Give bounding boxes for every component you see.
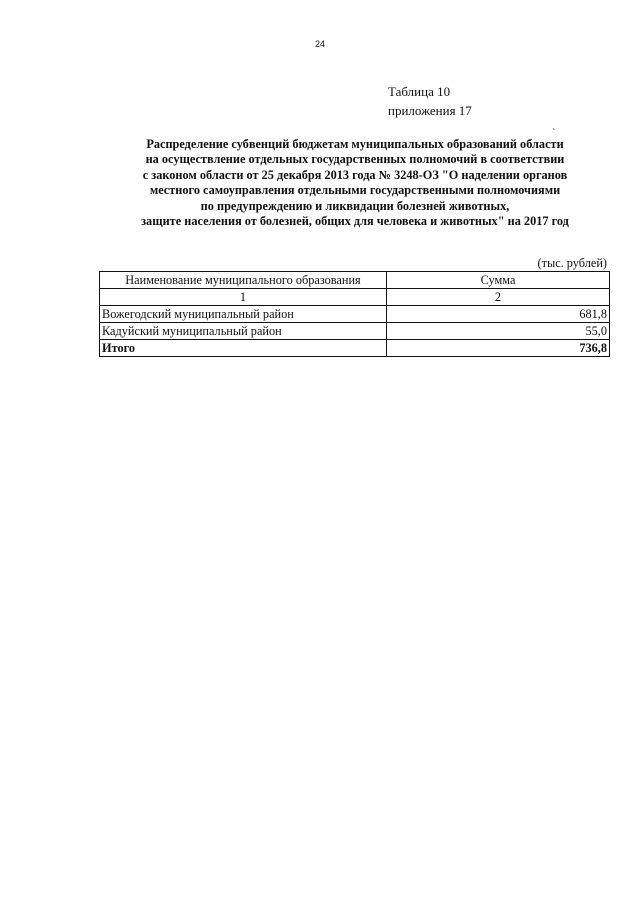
header-sum: Сумма bbox=[387, 272, 610, 289]
column-number-row bbox=[100, 289, 610, 306]
title-line: защите населения от болезней, общих для человека и животных" на 2017 год bbox=[141, 214, 569, 229]
table-header-row bbox=[100, 272, 610, 289]
document-title bbox=[100, 137, 610, 229]
table-reference bbox=[388, 82, 472, 120]
subvention-table bbox=[99, 271, 610, 357]
table-row bbox=[100, 306, 610, 323]
total-row bbox=[100, 340, 610, 357]
row-name: Кадуйский муниципальный район bbox=[100, 323, 387, 340]
title-line: с законом области от 25 декабря 2013 года № 3248-ОЗ "О наделении органов bbox=[142, 167, 568, 182]
appendix-number: приложения 17 bbox=[388, 103, 472, 118]
row-sum: 55,0 bbox=[387, 323, 610, 340]
units-label: (тыс. рублей) bbox=[537, 256, 607, 270]
row-sum: 681,8 bbox=[387, 306, 610, 323]
table-number: Таблица 10 bbox=[388, 84, 451, 99]
total-label: Итого bbox=[100, 340, 387, 357]
col-number-1: 1 bbox=[100, 289, 387, 306]
total-sum: 736,8 bbox=[387, 340, 610, 357]
title-line: на осуществление отдельных государственных полномочий в соответствии bbox=[145, 152, 565, 167]
title-line: Распределение субвенций бюджетам муниципальных образований области bbox=[146, 137, 564, 151]
title-line: по предупреждению и ликвидации болезней животных, bbox=[200, 198, 510, 213]
title-line: местного самоуправления отдельными государственными полномочиями bbox=[149, 183, 561, 198]
scan-mark: ˋ bbox=[552, 128, 556, 139]
header-name: Наименование муниципального образования bbox=[100, 272, 387, 289]
col-number-2: 2 bbox=[387, 289, 610, 306]
page-number: 24 bbox=[314, 39, 325, 49]
row-name: Вожегодский муниципальный район bbox=[100, 306, 387, 323]
table-row bbox=[100, 323, 610, 340]
